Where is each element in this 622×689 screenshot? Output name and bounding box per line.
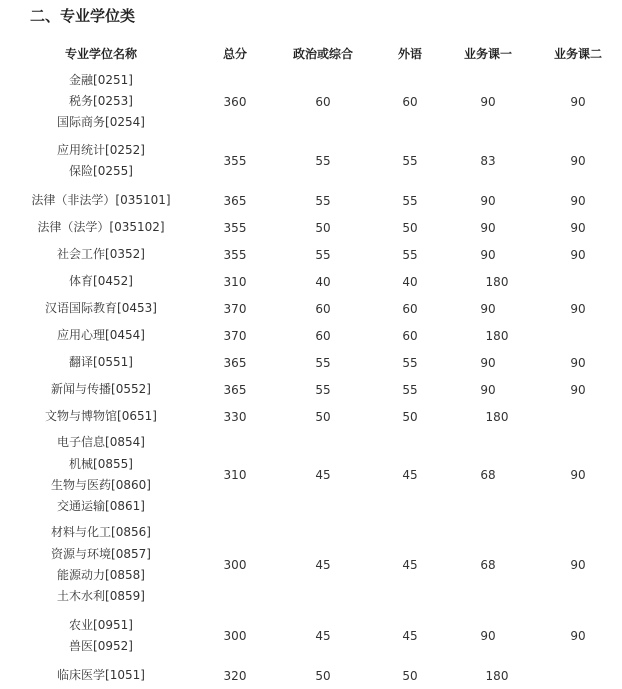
subject-combined-score	[442, 322, 622, 349]
table-row	[0, 68, 622, 135]
degree-name-cell	[0, 430, 202, 520]
section-title: 二、专业学位类	[30, 7, 136, 25]
table-row	[0, 610, 622, 662]
subject-two-score: 90	[570, 220, 586, 235]
foreign-language-score: 55	[402, 154, 418, 168]
subject-combined-value: 180	[485, 274, 509, 289]
subject-two-score: 90	[570, 94, 586, 109]
score-table	[0, 38, 622, 689]
politics-score: 55	[315, 154, 331, 168]
degree-name: 应用心理[0454]	[57, 327, 145, 342]
politics-score: 45	[315, 629, 331, 643]
table-row	[0, 135, 622, 187]
subject-two-score: 90	[570, 629, 586, 643]
politics-score: 45	[315, 468, 331, 482]
degree-name: 汉语国际教育[0453]	[45, 300, 157, 315]
degree-name-cell	[0, 662, 202, 689]
total-score: 370	[223, 328, 247, 343]
degree-name: 国际商务[0254]	[57, 115, 145, 130]
total-score: 330	[223, 409, 247, 424]
degree-name: 文物与博物馆[0651]	[45, 408, 157, 423]
degree-name-cell	[0, 610, 202, 662]
politics-score: 55	[315, 382, 331, 397]
degree-name: 应用统计[0252]	[57, 142, 145, 157]
degree-name-cell	[0, 322, 202, 349]
foreign-language-score: 50	[402, 668, 418, 683]
header-politics: 政治或综合	[292, 46, 353, 61]
total-score: 310	[223, 274, 247, 289]
header-total: 总分	[222, 46, 247, 61]
header-subject-one: 业务课一	[463, 46, 512, 61]
subject-combined-value: 180	[485, 409, 509, 424]
table-row	[0, 662, 622, 689]
degree-name: 交通运输[0861]	[57, 499, 145, 514]
total-score: 365	[223, 193, 247, 208]
degree-name: 材料与化工[0856]	[51, 525, 151, 540]
foreign-language-score: 55	[402, 193, 418, 208]
foreign-language-score: 50	[402, 220, 418, 235]
header-name: 专业学位名称	[64, 46, 137, 61]
total-score: 300	[223, 558, 247, 572]
subject-combined-value: 180	[485, 668, 509, 683]
subject-combined-value: 180	[485, 328, 509, 343]
degree-name-cell	[0, 268, 202, 295]
degree-name: 电子信息[0854]	[57, 435, 145, 450]
header-row	[0, 38, 622, 68]
foreign-language-score: 45	[402, 468, 418, 482]
total-score: 365	[223, 382, 247, 397]
degree-name: 兽医[0952]	[69, 639, 133, 653]
politics-score: 55	[315, 355, 331, 370]
subject-two-score: 90	[570, 558, 586, 572]
politics-score: 60	[315, 301, 331, 316]
politics-score: 60	[315, 328, 331, 343]
total-score: 310	[223, 468, 247, 482]
degree-name: 农业[0951]	[69, 617, 133, 632]
total-score: 360	[223, 94, 247, 109]
degree-name: 能源动力[0858]	[57, 568, 145, 582]
foreign-language-score: 50	[402, 409, 418, 424]
degree-name-cell	[0, 135, 202, 187]
subject-one-score: 83	[480, 154, 496, 168]
politics-score: 40	[315, 274, 331, 289]
subject-one-score: 90	[480, 193, 496, 208]
subject-two-score: 90	[570, 193, 586, 208]
politics-score: 60	[315, 94, 331, 109]
subject-one-score: 90	[480, 355, 496, 370]
total-score: 365	[223, 355, 247, 370]
total-score: 320	[223, 668, 247, 683]
degree-name-cell	[0, 520, 202, 610]
subject-two-score: 90	[570, 355, 586, 370]
degree-name: 税务[0253]	[69, 93, 133, 108]
table-row	[0, 268, 622, 295]
table-row	[0, 430, 622, 520]
subject-two-score: 90	[570, 301, 586, 316]
total-score: 300	[223, 629, 247, 643]
subject-combined-score	[442, 268, 622, 295]
subject-one-score: 90	[480, 629, 496, 643]
degree-name-cell	[0, 187, 202, 214]
politics-score: 50	[315, 668, 331, 683]
foreign-language-score: 60	[402, 301, 418, 316]
foreign-language-score: 55	[402, 355, 418, 370]
header-subject-two: 业务课二	[553, 46, 602, 61]
degree-name: 保险[0255]	[69, 164, 133, 178]
subject-combined-score	[442, 662, 622, 689]
subject-combined-score	[442, 403, 622, 430]
table-row	[0, 214, 622, 241]
degree-name: 社会工作[0352]	[57, 246, 145, 261]
subject-one-score: 90	[480, 301, 496, 316]
politics-score: 50	[315, 409, 331, 424]
total-score: 355	[223, 220, 247, 235]
table-row	[0, 322, 622, 349]
subject-one-score: 90	[480, 94, 496, 109]
total-score: 370	[223, 301, 247, 316]
degree-name-cell	[0, 403, 202, 430]
degree-name-cell	[0, 295, 202, 322]
header-foreign-language: 外语	[397, 46, 422, 61]
total-score: 355	[223, 247, 247, 262]
degree-name: 机械[0855]	[69, 456, 133, 471]
subject-one-score: 68	[480, 558, 496, 572]
table-row	[0, 187, 622, 214]
degree-name: 法律（法学）[035102]	[37, 219, 165, 234]
subject-one-score: 90	[480, 382, 496, 397]
subject-one-score: 68	[480, 468, 496, 482]
subject-two-score: 90	[570, 154, 586, 168]
subject-two-score: 90	[570, 382, 586, 397]
table-row	[0, 376, 622, 403]
foreign-language-score: 55	[402, 247, 418, 262]
table-row	[0, 349, 622, 376]
politics-score: 45	[315, 558, 331, 572]
degree-name: 体育[0452]	[69, 273, 133, 288]
foreign-language-score: 55	[402, 382, 418, 397]
subject-one-score: 90	[480, 220, 496, 235]
degree-name: 新闻与传播[0552]	[51, 381, 151, 396]
degree-name-cell	[0, 376, 202, 403]
degree-name: 翻译[0551]	[69, 354, 133, 369]
degree-name: 生物与医药[0860]	[51, 478, 151, 492]
degree-name-cell	[0, 68, 202, 135]
politics-score: 50	[315, 220, 331, 235]
subject-two-score: 90	[570, 468, 586, 482]
foreign-language-score: 60	[402, 328, 418, 343]
degree-name: 法律（非法学）[035101]	[31, 192, 171, 207]
politics-score: 55	[315, 193, 331, 208]
degree-name: 土木水利[0859]	[57, 589, 145, 604]
total-score: 355	[223, 154, 247, 168]
table-row	[0, 295, 622, 322]
degree-name-cell	[0, 214, 202, 241]
foreign-language-score: 60	[402, 94, 418, 109]
politics-score: 55	[315, 247, 331, 262]
degree-name: 资源与环境[0857]	[51, 546, 151, 561]
subject-two-score: 90	[570, 247, 586, 262]
degree-name-cell	[0, 241, 202, 268]
degree-name: 临床医学[1051]	[57, 667, 145, 682]
table-row	[0, 241, 622, 268]
degree-name: 金融[0251]	[69, 72, 133, 87]
subject-one-score: 90	[480, 247, 496, 262]
foreign-language-score: 40	[402, 274, 418, 289]
table-row	[0, 403, 622, 430]
table-row	[0, 520, 622, 610]
foreign-language-score: 45	[402, 629, 418, 643]
foreign-language-score: 45	[402, 558, 418, 572]
degree-name-cell	[0, 349, 202, 376]
